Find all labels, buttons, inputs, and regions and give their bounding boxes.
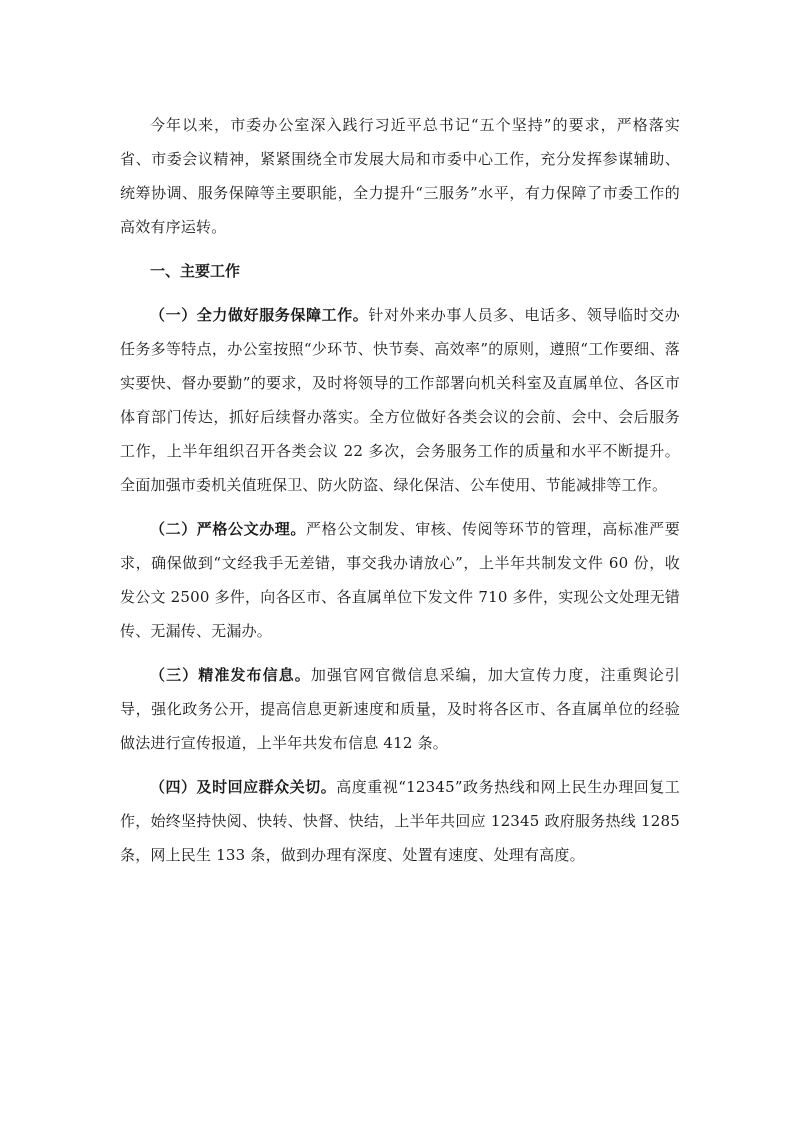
item-lead-4: （四）及时回应群众关切。 <box>150 778 337 796</box>
item-body-2: 严格公文制发、审核、传阅等环节的管理，高标准严要求，确保做到“文经我手无差错，事交我办请放心”，上半年共制发文件 60 份，收发公文 2500 多件，向各区市、各直属单位下发文件 710 多件，实现公文处理无错传、无漏传、无漏办。 <box>120 520 680 640</box>
item-paragraph-1 <box>120 298 680 502</box>
item-lead-1: （一）全力做好服务保障工作。 <box>150 306 369 324</box>
item-lead-3: （三）精准发布信息。 <box>150 666 311 684</box>
item-lead-2: （二）严格公文办理。 <box>150 520 306 538</box>
item-paragraph-3 <box>120 658 680 760</box>
item-paragraph-4 <box>120 770 680 872</box>
document-page <box>120 108 680 872</box>
item-body-4: 高度重视“12345”政务热线和网上民生办理回复工作，始终坚持快阅、快转、快督、快结，上半年共回应 12345 政府服务热线 1285 条，网上民生 133 条，做到办理有深度、处置有速度、处理有高度。 <box>120 778 680 864</box>
item-body-3: 加强官网官微信息采编，加大宣传力度，注重舆论引导，强化政务公开，提高信息更新速度和质量，及时将各区市、各直属单位的经验做法进行宣传报道，上半年共发布信息 412 条。 <box>120 666 680 752</box>
item-body-1: 针对外来办事人员多、电话多、领导临时交办任务多等特点，办公室按照“少环节、快节奏、高效率”的原则，遵照“工作要细、落实要快、督办要勤”的要求，及时将领导的工作部署向机关科室及直属单位、各区市体育部门传达，抓好后续督办落实。全方位做好各类会议的会前、会中、会后服务工作，上半年组织召开各类会议 22 多次，会务服务工作的质量和水平不断提升。全面加强市委机关值班保卫、防火防盗、绿化保洁、公车使用、节能减排等工作。 <box>120 306 680 494</box>
item-paragraph-2 <box>120 512 680 648</box>
section-heading: 一、主要工作 <box>150 262 241 280</box>
intro-paragraph: 今年以来，市委办公室深入践行习近平总书记“五个坚持”的要求，严格落实省、市委会议精神，紧紧围绕全市发展大局和市委中心工作，充分发挥参谋辅助、统筹协调、服务保障等主要职能，全力提升“三服务”水平，有力保障了市委工作的高效有序运转。 <box>120 116 680 236</box>
